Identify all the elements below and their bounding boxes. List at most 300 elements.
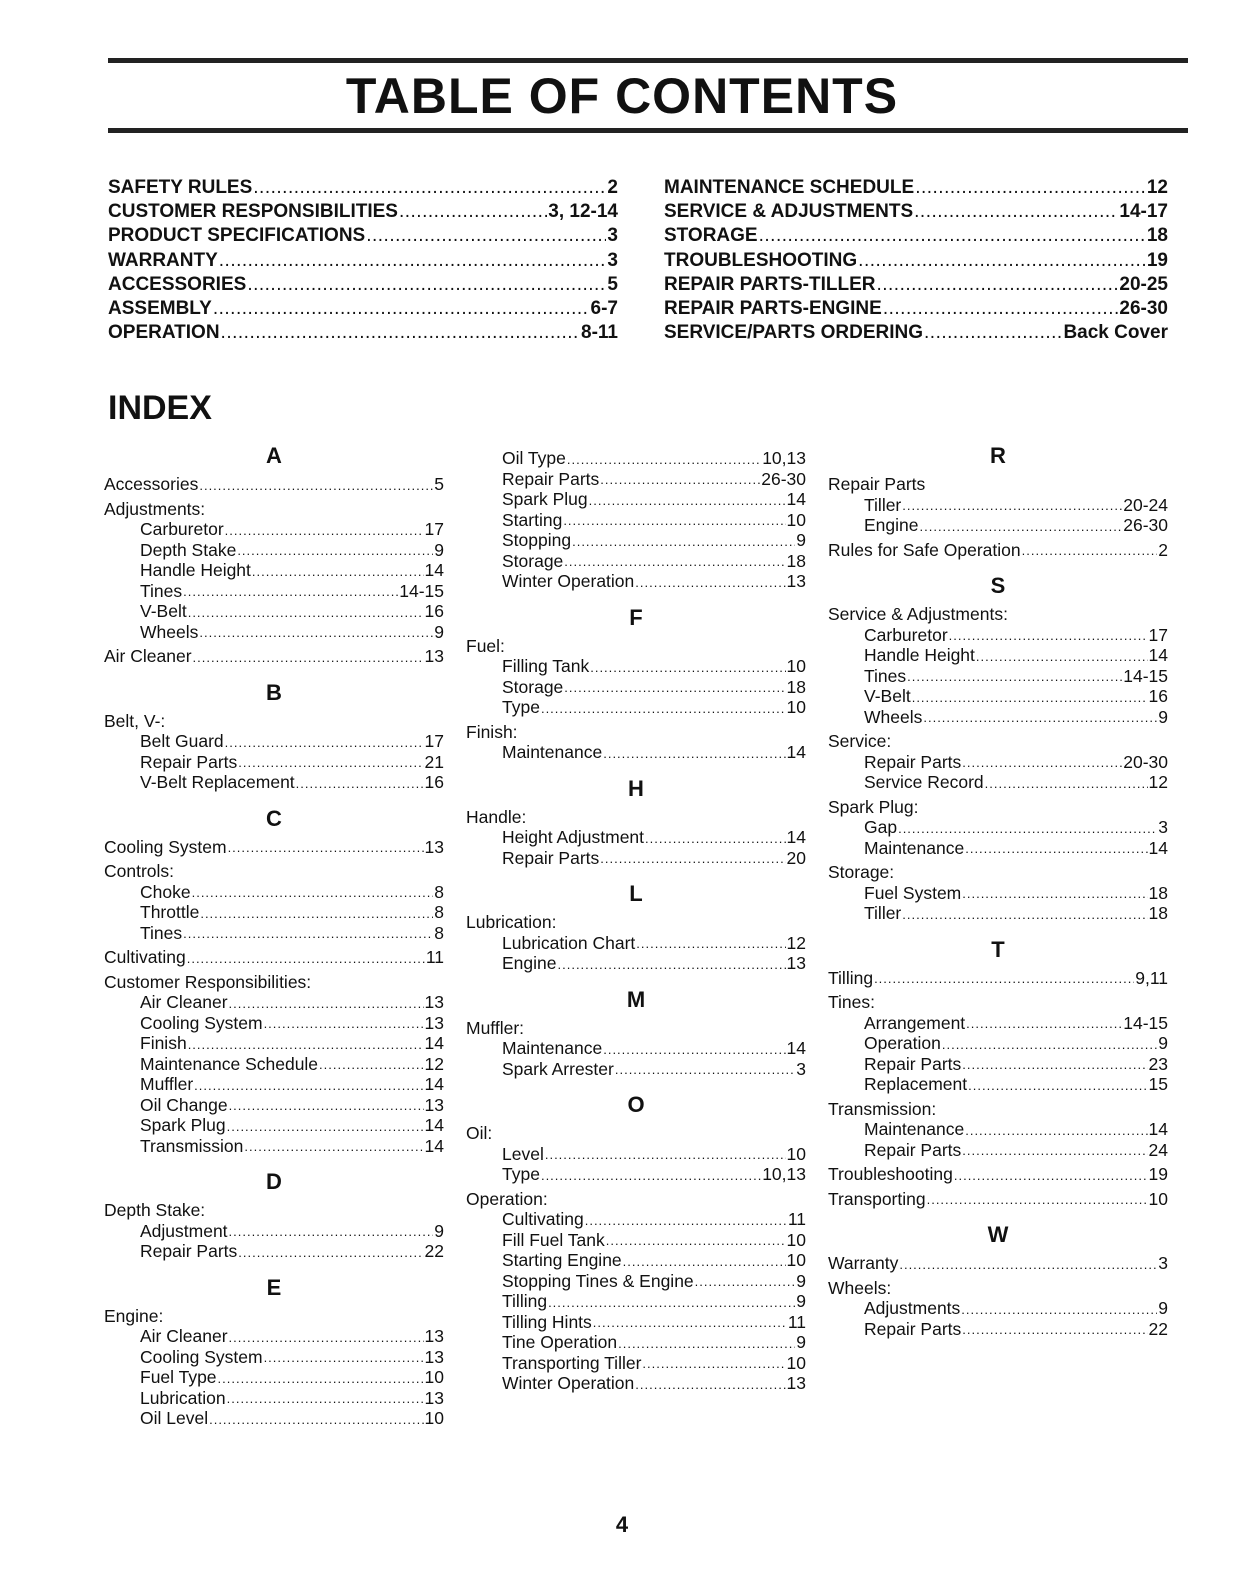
index-subentry — [104, 519, 444, 540]
index-entry-label: Fuel Type — [140, 1367, 217, 1387]
index-entry-label: Oil: — [466, 1123, 493, 1143]
dot-leader — [962, 1142, 1147, 1160]
index-entry-label: Choke — [140, 881, 191, 902]
index-subentry — [466, 1312, 806, 1333]
index-group-heading — [828, 992, 1168, 1013]
dot-leader — [961, 1301, 1157, 1319]
toc-entry-label: MAINTENANCE SCHEDULE — [664, 177, 915, 198]
index-group-heading — [466, 636, 806, 657]
index-entry-label: Muffler: — [466, 1017, 525, 1038]
toc-entry-page: 2 — [607, 177, 618, 198]
dot-leader — [899, 1256, 1157, 1274]
index-entry-label: Tines: — [828, 992, 876, 1012]
toc-entry-page: 26-30 — [1119, 297, 1168, 319]
index-entry-label: Wheels — [140, 621, 199, 642]
dot-leader — [188, 1036, 424, 1054]
index-entry-label: Air Cleaner — [104, 646, 192, 666]
index-entry-page: 10 — [424, 1408, 444, 1428]
index-entry-label: Operation — [864, 1033, 941, 1053]
index-subentry — [828, 1054, 1168, 1075]
toc-left-column — [108, 176, 618, 345]
dot-leader — [618, 1335, 795, 1353]
index-entry-label: Repair Parts — [864, 751, 962, 772]
index-entry-page: 5 — [434, 474, 444, 494]
dot-leader — [229, 995, 424, 1013]
index-entry-label: Service: — [828, 731, 892, 751]
index-subentry — [104, 1136, 444, 1157]
index-entry-page: 15 — [1148, 1074, 1168, 1094]
index-entry-label: Fuel: — [466, 635, 505, 656]
index-entry-page: 17 — [424, 519, 444, 539]
index-letter-heading: O — [627, 1092, 645, 1117]
dot-leader — [965, 840, 1147, 858]
dot-leader — [264, 1015, 424, 1033]
index-subentry — [828, 752, 1168, 773]
index-subentry — [828, 625, 1168, 646]
index-entry — [828, 1253, 1168, 1274]
index-entry-label: Service & Adjustments: — [828, 604, 1008, 624]
index-entry-label: Storage — [502, 550, 564, 571]
dot-leader — [645, 830, 786, 848]
index-entry-label: Maintenance — [502, 1038, 603, 1058]
index-subentry — [828, 707, 1168, 728]
index-subentry — [466, 1353, 806, 1374]
index-letter-heading: T — [991, 936, 1005, 962]
index-entry-label: Spark Plug: — [828, 796, 919, 817]
index-group-heading — [466, 912, 806, 933]
toc-entry-page: Back Cover — [1063, 322, 1168, 344]
toc-entry-label: WARRANTY — [108, 249, 218, 271]
toc-entry-label: OPERATION — [108, 322, 220, 344]
dot-leader — [874, 970, 1134, 988]
index-subentry — [104, 622, 444, 643]
index-subentry — [466, 1332, 806, 1353]
index-subentry — [104, 1095, 444, 1116]
index-entry-label: Repair Parts — [502, 847, 600, 868]
index-group-heading — [104, 972, 444, 993]
index-entry-page: 14-15 — [399, 580, 444, 601]
index-entry-label: Winter Operation — [502, 1373, 635, 1393]
toc-entry-page: 8-11 — [581, 322, 618, 344]
dot-leader — [635, 1376, 785, 1394]
index-entry-label: Finish — [140, 1033, 187, 1053]
index-entry-page: 24 — [1148, 1139, 1168, 1160]
toc-entry — [108, 321, 618, 345]
index-entry-label: Controls: — [104, 861, 175, 881]
index-entry-page: 2 — [1158, 539, 1168, 560]
dot-leader — [920, 518, 1123, 536]
toc-entry — [108, 273, 618, 297]
index-subentry — [466, 1144, 806, 1165]
index-entry-label: Arrangement — [864, 1012, 966, 1033]
index-subentry — [104, 1115, 444, 1136]
dot-leader — [247, 273, 606, 297]
index-entry-page: 18 — [1148, 903, 1168, 923]
index-subentry — [466, 1271, 806, 1292]
index-entry-label: Winter Operation — [502, 571, 635, 591]
dot-leader — [229, 1097, 424, 1115]
index-entry-page: 13 — [424, 1346, 444, 1367]
index-subentry — [466, 1059, 806, 1080]
dot-leader — [642, 1355, 785, 1373]
index-entry-label: Tines — [140, 580, 183, 601]
index-entry-label: Storage: — [828, 862, 895, 882]
index-entry-label: Transporting Tiller — [502, 1352, 642, 1373]
index-subentry — [104, 1054, 444, 1075]
dot-leader — [949, 627, 1148, 645]
index-entry-label: Muffler — [140, 1074, 194, 1094]
index-entry — [828, 540, 1168, 561]
index-entry-label: Customer Responsibilities: — [104, 971, 312, 992]
dot-leader — [1022, 542, 1158, 560]
index-entry-page: 12 — [424, 1053, 444, 1074]
index-entry-label: Engine — [502, 953, 557, 973]
dot-leader — [600, 471, 760, 489]
dot-leader — [942, 1036, 1157, 1054]
index-subentry — [466, 953, 806, 974]
toc-entry-label: SERVICE/PARTS ORDERING — [664, 322, 924, 344]
index-subentry — [828, 772, 1168, 793]
index-subentry — [466, 530, 806, 551]
index-subentry — [828, 686, 1168, 707]
toc-entry-label: PRODUCT SPECIFICATIONS — [108, 225, 366, 247]
dot-leader — [219, 249, 607, 273]
index-entry-label: Finish: — [466, 721, 518, 742]
index-entry-page: 9 — [1158, 1298, 1168, 1318]
index-subentry — [104, 731, 444, 752]
dot-leader — [194, 1077, 423, 1095]
index-entry-label: Accessories — [104, 474, 199, 494]
dot-leader — [183, 925, 433, 943]
dot-leader — [962, 754, 1122, 772]
index-entry-page: 26-30 — [761, 468, 806, 489]
index-group-heading — [828, 1278, 1168, 1299]
index-subentry — [466, 1250, 806, 1271]
toc-entry — [664, 176, 1168, 200]
index-subentry — [104, 1074, 444, 1095]
index-entry-page: 11 — [787, 1209, 806, 1229]
index-entry-page: 3 — [796, 1058, 806, 1079]
index-letter-heading: S — [990, 573, 1006, 598]
toc-entry-label: REPAIR PARTS-TILLER — [664, 273, 876, 295]
dot-leader — [962, 885, 1147, 903]
index-entry-label: Oil Level — [140, 1408, 209, 1428]
index-subentry — [466, 1038, 806, 1059]
dot-leader — [914, 200, 1118, 224]
toc-entry — [108, 224, 618, 248]
dot-leader — [600, 850, 785, 868]
index-entry-page: 14 — [424, 1074, 444, 1094]
index-letter-heading: D — [266, 1169, 282, 1194]
dot-leader — [238, 1244, 423, 1262]
index-subentry — [466, 571, 806, 592]
index-group-heading — [104, 711, 444, 732]
index-entry-label: Cultivating — [104, 947, 186, 967]
toc-entry-label: TROUBLESHOOTING — [664, 249, 858, 271]
index-entry-label: Type — [502, 1164, 540, 1184]
dot-leader — [225, 734, 424, 752]
index-subentry — [104, 581, 444, 602]
index-entry-page: 8 — [434, 902, 444, 922]
index-subentry — [828, 645, 1168, 666]
index-entry-page: 23 — [1148, 1053, 1168, 1074]
index-entry-label: Repair Parts — [502, 468, 600, 489]
index-subentry — [104, 1033, 444, 1054]
dot-leader — [883, 297, 1119, 321]
index-entry-page: 14 — [786, 1038, 806, 1058]
index-subentry — [466, 510, 806, 531]
index-subentry — [104, 1347, 444, 1368]
index-subentry — [828, 1140, 1168, 1161]
index-entry-label: Tilling — [502, 1291, 548, 1311]
dot-leader — [193, 649, 424, 667]
index-entry-label: Starting Engine — [502, 1250, 622, 1270]
index-subentry — [466, 1164, 806, 1185]
index-entry-label: Engine — [864, 515, 919, 535]
index-group-heading — [104, 1200, 444, 1221]
index-entry-label: Adjustments: — [104, 498, 206, 519]
index-entry-label: Wheels: — [828, 1277, 892, 1298]
index-entry-label: Fill Fuel Tank — [502, 1229, 605, 1250]
dot-leader — [923, 709, 1157, 727]
index-entry-page: 16 — [424, 601, 444, 621]
index-subentry — [466, 1373, 806, 1394]
dot-leader — [912, 689, 1148, 707]
dot-leader — [966, 1015, 1122, 1033]
index-entry-label: Lubrication — [140, 1387, 226, 1408]
index-subentry — [828, 515, 1168, 536]
index-entry — [104, 837, 444, 858]
index-entry-page: 13 — [424, 836, 444, 857]
dot-leader — [623, 1253, 786, 1271]
index-subentry — [828, 1298, 1168, 1319]
toc-entry-page: 12 — [1146, 177, 1168, 198]
index-subentry — [104, 1367, 444, 1388]
index-subentry — [466, 677, 806, 698]
dot-leader — [567, 451, 761, 469]
index-entry-label: Depth Stake — [140, 539, 237, 560]
index-entry-page: 14 — [424, 560, 444, 580]
index-entry — [828, 1189, 1168, 1210]
index-entry-page: 17 — [424, 731, 444, 751]
index-group-heading — [828, 731, 1168, 752]
index-subentry — [104, 560, 444, 581]
index-subentry — [466, 656, 806, 677]
index-entry-label: Carburetor — [864, 624, 948, 645]
index-entry-label: Air Cleaner — [140, 992, 228, 1012]
index-group-heading — [104, 499, 444, 520]
index-entry-page: 16 — [424, 772, 444, 792]
index-group-heading — [466, 722, 806, 743]
index-subentry — [466, 448, 806, 469]
dot-leader — [244, 1138, 423, 1156]
dot-leader — [545, 1146, 786, 1164]
index-entry-page: 13 — [424, 646, 444, 666]
dot-leader — [593, 1314, 787, 1332]
index-entry-page: 20 — [786, 847, 806, 868]
index-entry-page: 18 — [1148, 882, 1168, 903]
index-letter-heading: F — [629, 604, 643, 630]
index-entry-page: 10,13 — [762, 1164, 806, 1184]
index-entry-label: Lubrication Chart — [502, 932, 636, 953]
index-entry-page: 9,11 — [1135, 967, 1168, 988]
dot-leader — [985, 775, 1148, 793]
dot-leader — [603, 1041, 785, 1059]
dot-leader — [915, 176, 1146, 200]
dot-leader — [965, 1122, 1147, 1140]
index-entry-label: Repair Parts — [140, 1241, 238, 1261]
index-entry — [104, 947, 444, 968]
index-entry-page: 19 — [1148, 1164, 1168, 1184]
index-entry-label: Spark Plug — [502, 489, 588, 509]
index-subentry — [828, 1119, 1168, 1140]
toc-entry-page: 3 — [607, 225, 618, 247]
index-subentry — [104, 752, 444, 773]
index-entry-label: Lubrication: — [466, 912, 557, 932]
index-entry-label: Transporting — [828, 1188, 926, 1209]
index-subentry — [828, 817, 1168, 838]
dot-leader — [589, 492, 786, 510]
index-entry-label: Handle Height — [140, 560, 251, 580]
index-entry-page: 22 — [424, 1241, 444, 1261]
index-entry-label: V-Belt — [864, 686, 911, 706]
index-subentry — [466, 933, 806, 954]
index-entry-page: 14 — [424, 1135, 444, 1156]
index-entry-page: 13 — [424, 1012, 444, 1033]
index-entry-page: 10,13 — [762, 448, 806, 468]
dot-leader — [187, 950, 425, 968]
index-entry — [828, 968, 1168, 989]
index-entry-page: 9 — [796, 530, 806, 550]
index-entry-label: Stopping — [502, 530, 572, 550]
dot-leader — [188, 604, 424, 622]
index-entry-page: 13 — [424, 1326, 444, 1346]
index-column-3 — [828, 442, 1168, 1339]
index-entry-label: Transmission: — [828, 1098, 937, 1119]
index-entry-label: Belt, V-: — [104, 710, 166, 731]
index-entry-page: 10 — [786, 1250, 806, 1270]
dot-leader — [228, 839, 424, 857]
dot-leader — [954, 1167, 1148, 1185]
index-entry-label: Throttle — [140, 902, 200, 922]
index-entry-label: Tiller — [864, 494, 902, 515]
index-entry-page: 10 — [786, 656, 806, 676]
dot-leader — [907, 668, 1122, 686]
index-letter-heading: L — [629, 881, 643, 906]
index-letter-heading: H — [628, 775, 644, 801]
index-entry-page: 18 — [786, 676, 806, 697]
toc-entry-label: REPAIR PARTS-ENGINE — [664, 297, 882, 319]
toc-entry-page: 3, 12-14 — [548, 201, 618, 223]
index-entry-page: 14 — [1148, 645, 1168, 665]
dot-leader — [225, 522, 424, 540]
toc-entry — [664, 273, 1168, 297]
index-entry-label: Starting — [502, 509, 563, 530]
index-entry-page: 16 — [1148, 686, 1168, 706]
index-subentry — [466, 742, 806, 763]
index-entry-page: 18 — [786, 550, 806, 571]
index-entry-label: Oil Change — [140, 1094, 228, 1115]
index-entry-page: 17 — [1148, 624, 1168, 645]
index-entry-page: 10 — [424, 1367, 444, 1387]
index-entry-label: Engine: — [104, 1305, 164, 1326]
index-entry-label: Gap — [864, 817, 898, 837]
toc-entry — [108, 200, 618, 224]
index-entry — [104, 646, 444, 667]
index-entry-label: Wheels — [864, 706, 923, 727]
index-entry-label: Tilling — [828, 967, 874, 988]
index-letter-heading: M — [626, 986, 646, 1012]
dot-leader — [541, 700, 786, 718]
index-entry-label: Tines — [140, 922, 183, 943]
toc-entry — [664, 200, 1168, 224]
index-entry-page: 10 — [786, 1229, 806, 1250]
dot-leader — [366, 224, 606, 248]
index-group-heading — [828, 862, 1168, 883]
index-letter-heading: A — [266, 443, 282, 468]
dot-leader — [229, 1223, 434, 1241]
index-entry-label: V-Belt — [140, 601, 187, 621]
index-subentry — [104, 1408, 444, 1429]
index-subentry — [466, 827, 806, 848]
toc-entry-label: STORAGE — [664, 225, 758, 247]
index-entry-label: Stopping Tines & Engine — [502, 1270, 694, 1291]
index-entry-page: 8 — [434, 922, 444, 943]
index-heading: INDEX — [108, 389, 212, 427]
dot-leader — [695, 1273, 796, 1291]
toc-entry-page: 5 — [607, 273, 618, 295]
toc-entry — [664, 297, 1168, 321]
index-subentry — [466, 551, 806, 572]
dot-leader — [253, 176, 606, 200]
index-entry-label: Cooling System — [140, 1012, 263, 1033]
index-entry-label: Transmission — [140, 1135, 244, 1156]
toc-entry-label: SAFETY RULES — [108, 177, 253, 198]
index-entry — [828, 1164, 1168, 1185]
dot-leader — [199, 477, 433, 495]
index-subentry — [828, 903, 1168, 924]
index-entry-label: Maintenance — [864, 837, 965, 858]
index-group-heading — [466, 1123, 806, 1144]
index-entry-label: Replacement — [864, 1074, 968, 1094]
index-entry-page: 22 — [1148, 1318, 1168, 1339]
index-entry-page: 11 — [425, 947, 444, 967]
dot-leader — [962, 1321, 1147, 1339]
index-entry-label: Maintenance Schedule — [140, 1053, 319, 1074]
dot-leader — [902, 906, 1147, 924]
dot-leader — [603, 745, 785, 763]
index-subentry — [104, 882, 444, 903]
dot-leader — [252, 563, 424, 581]
index-subentry — [104, 923, 444, 944]
index-subentry — [104, 1388, 444, 1409]
index-subentry — [104, 1326, 444, 1347]
dot-leader — [636, 935, 785, 953]
index-entry-label: Maintenance — [502, 742, 603, 762]
dot-leader — [213, 297, 590, 321]
dot-leader — [572, 533, 795, 551]
index-entry-label: Height Adjustment — [502, 827, 645, 847]
index-subentry — [466, 1291, 806, 1312]
index-entry-page: 10 — [786, 1143, 806, 1164]
dot-leader — [927, 1191, 1148, 1209]
toc-entry-label: CUSTOMER RESPONSIBILITIES — [108, 201, 398, 223]
index-entry — [104, 474, 444, 495]
index-column-1 — [104, 442, 444, 1429]
index-letter-heading: E — [266, 1274, 282, 1300]
index-subentry — [104, 1241, 444, 1262]
index-entry-label: Cooling System — [104, 836, 227, 857]
